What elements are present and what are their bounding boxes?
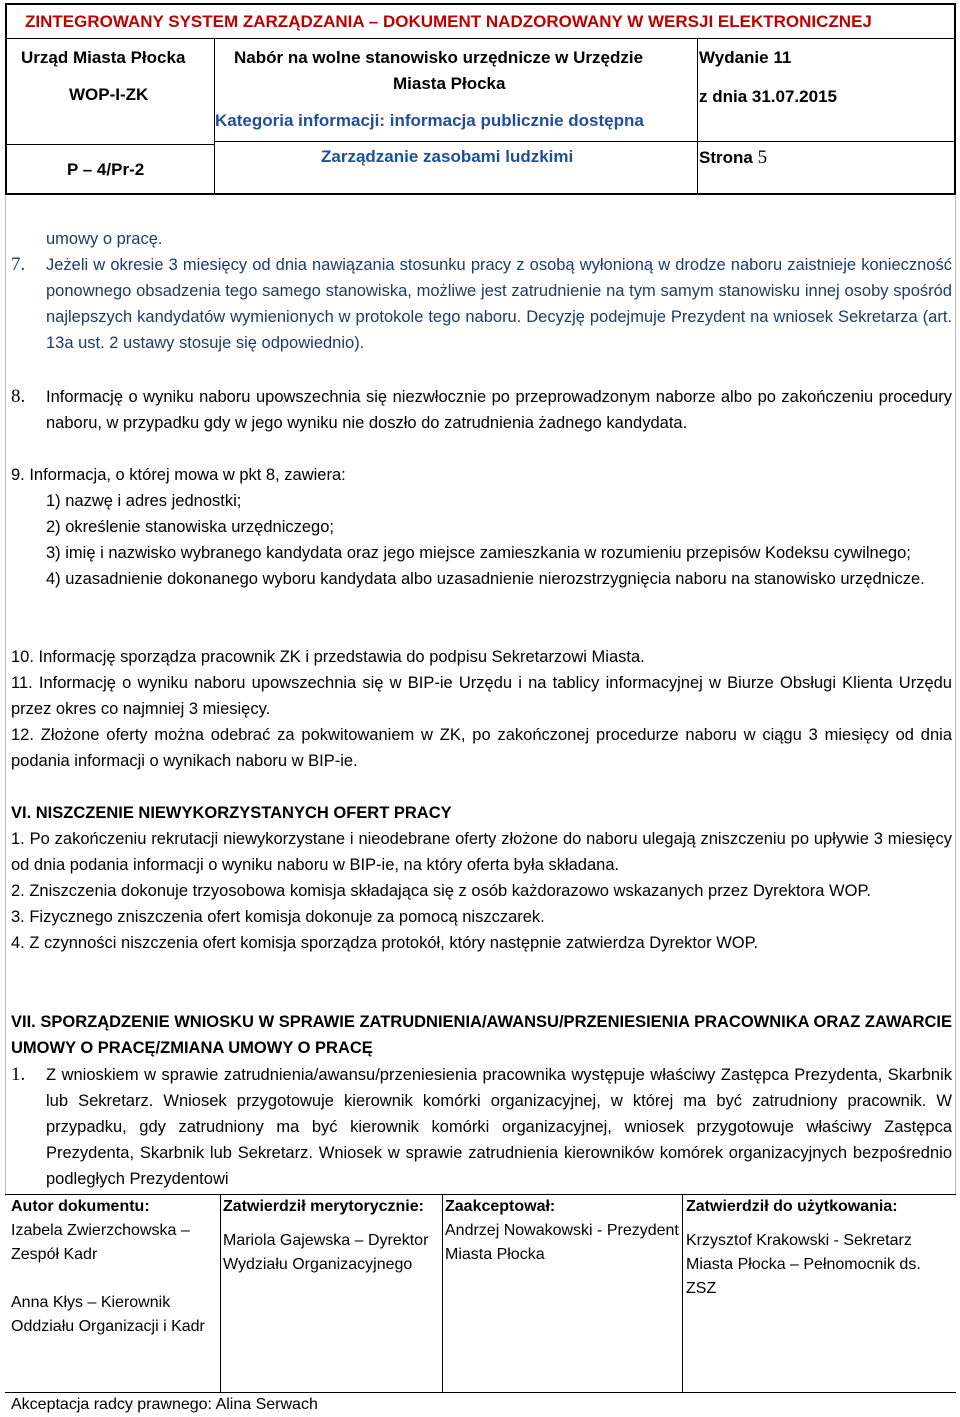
office-name: Urząd Miasta Płocka bbox=[21, 48, 186, 67]
page-indicator bbox=[699, 147, 767, 169]
header-divider bbox=[697, 39, 698, 193]
paragraph: 11. Informację o wyniku naboru upowszechnia się w BIP-ie Urzędu i na tablicy informacyjnej w Biurze Obsługi Klienta Urzędu przez okres co najmniej 3 miesięcy. bbox=[11, 674, 952, 718]
item-number: 8. bbox=[11, 386, 26, 407]
author-name: Izabela Zwierzchowska – Zespół Kadr bbox=[11, 1222, 190, 1263]
section-7 bbox=[11, 1009, 952, 1061]
accepted-label: Zaakceptował: bbox=[445, 1198, 556, 1215]
paragraph: 3. Fizycznego zniszczenia ofert komisja dokonuje za pomocą niszczarek. bbox=[11, 908, 545, 926]
author-label: Autor dokumentu: bbox=[11, 1198, 150, 1215]
list-item: 4) uzasadnienie dokonanego wyboru kandydata albo uzasadnienie nierozstrzygnięcia naboru na stanowisko urzędnicze. bbox=[46, 570, 925, 588]
item-7 bbox=[11, 252, 952, 356]
page-label: Strona bbox=[699, 148, 753, 167]
header-banner: ZINTEGROWANY SYSTEM ZARZĄDZANIA – DOKUMENT NADZOROWANY W WERSJI ELEKTRONICZNEJ bbox=[7, 5, 954, 39]
footer-divider bbox=[442, 1195, 443, 1392]
paragraph: 10. Informację sporządza pracownik ZK i przedstawia do podpisu Sekretarzowi Miasta. bbox=[11, 648, 645, 666]
header-divider bbox=[7, 144, 214, 145]
accepting-person: Andrzej Nowakowski - Prezydent Miasta Płocka bbox=[445, 1222, 679, 1263]
author-name: Anna Kłys – Kierownik Oddziału Organizacji i Kadr bbox=[11, 1294, 205, 1335]
document-title: Nabór na wolne stanowisko urzędnicze w Urzędzie bbox=[234, 48, 644, 67]
paragraph: Z wnioskiem w sprawie zatrudnienia/awansu/przeniesienia pracownika występuje właściwy Zastępca Prezydenta, Skarbnik lub Sekretarz. Wniosek przygotowuje kierownik komórki organizacyjnej, w której ma być zatrudniony pracownik. W przypadku, gdy zatrudniony ma być kierownik komórki organizacyjnej, wniosek przygotowuje właściwy Zastępca Prezydenta, Skarbnik lub Sekretarz. Wniosek w sprawie zatrudnienia kierowników komórek organizacyjnych bezpośrednio podległych Prezydentowi bbox=[46, 1066, 952, 1188]
procedure-code: P – 4/Pr-2 bbox=[67, 160, 145, 179]
section-heading: VII. SPORZĄDZENIE WNIOSKU W SPRAWIE ZATRUDNIENIA/AWANSU/PRZENIESIENIA PRACOWNIKA ORAZ ZAWARCIE UMOWY O PRACĘ/ZMIANA UMOWY O PRACĘ bbox=[11, 1013, 952, 1057]
document-header bbox=[5, 3, 956, 195]
paragraph: umowy o pracę. bbox=[46, 230, 163, 248]
use-approver: Krzysztof Krakowski - Sekretarz Miasta Płocka – Pełnomocnik ds. ZSZ bbox=[686, 1232, 921, 1297]
unit-code: WOP-I-ZK bbox=[69, 85, 149, 104]
edition-date: z dnia 31.07.2015 bbox=[699, 87, 837, 106]
paragraph: 2. Zniszczenia dokonuje trzyosobowa komisja składająca się z osób każdorazowo wskazanych przez Dyrektora WOP. bbox=[11, 882, 871, 900]
merit-approver: Mariola Gajewska – Dyrektor Wydziału Organizacyjnego bbox=[223, 1232, 429, 1273]
item-8 bbox=[11, 384, 952, 436]
paragraph: Jeżeli w okresie 3 miesięcy od dnia nawiązania stosunku pracy z osobą wyłonioną w drodze naboru zaistnieje konieczność ponownego obsadzenia tego samego stanowiska, możliwe jest zatrudnienie na tym samym stanowisku innej osoby spośród najlepszych kandydatów wymienionych w protokole tego naboru. Decyzję podejmuje Prezydent na wniosek Sekretarza (art. 13a ust. 2 ustawy stosuje się odpowiednio). bbox=[46, 256, 952, 352]
footer-divider bbox=[682, 1195, 683, 1392]
information-category: Kategoria informacji: informacja publicznie dostępna bbox=[215, 111, 644, 130]
author-column bbox=[11, 1195, 217, 1339]
list-item: 1) nazwę i adres jednostki; bbox=[46, 492, 242, 510]
use-approval-label: Zatwierdził do użytkowania: bbox=[686, 1198, 898, 1215]
items-10-12 bbox=[11, 644, 952, 774]
item-number: 1. bbox=[11, 1064, 26, 1085]
section-7-item-1 bbox=[11, 1062, 952, 1192]
list-item: 3) imię i nazwisko wybranego kandydata oraz jego miejsce zamieszkania w rozumieniu przepisów Kodeksu cywilnego; bbox=[46, 544, 911, 562]
merit-approval-column bbox=[223, 1195, 439, 1277]
footer-divider bbox=[220, 1195, 221, 1392]
paragraph: 4. Z czynności niszczenia ofert komisja sporządza protokół, który następnie zatwierdza Dyrektor WOP. bbox=[11, 934, 759, 952]
continued-line bbox=[11, 226, 952, 252]
paragraph: 12. Złożone oferty można odebrać za pokwitowaniem w ZK, po zakończonej procedurze naboru w ciągu 3 miesięcy od dnia podania informacji o wynikach naboru w BIP-ie. bbox=[11, 726, 952, 770]
paragraph: 1. Po zakończeniu rekrutacji niewykorzystane i nieodebrane oferty złożone do naboru ulegają zniszczeniu po upływie 3 miesięcy od dnia podania informacji o wyniku naboru w BIP-ie, na który oferta była składana. bbox=[11, 830, 952, 874]
section-6 bbox=[11, 800, 952, 956]
list-item: 2) określenie stanowiska urzędniczego; bbox=[46, 518, 334, 536]
accepted-column bbox=[445, 1195, 679, 1267]
legal-acceptance: Akceptacja radcy prawnego: Alina Serwach bbox=[11, 1396, 318, 1413]
header-divider bbox=[214, 141, 954, 142]
document-title-cont: Miasta Płocka bbox=[393, 74, 506, 93]
merit-label: Zatwierdził merytorycznie: bbox=[223, 1198, 424, 1215]
use-approval-column bbox=[686, 1195, 950, 1301]
paragraph: Informację o wyniku naboru upowszechnia się niezwłocznie po przeprowadzonym naborze albo po zakończeniu procedury naboru, w przypadku gdy w jego wyniku nie doszło do zatrudnienia żadnego kandydata. bbox=[46, 388, 952, 432]
item-9 bbox=[11, 462, 952, 592]
item-number: 7. bbox=[11, 254, 26, 275]
page-number: 5 bbox=[757, 147, 768, 168]
process-area: Zarządzanie zasobami ludzkimi bbox=[321, 147, 574, 166]
section-heading: VI. NISZCZENIE NIEWYKORZYSTANYCH OFERT PRACY bbox=[11, 804, 452, 822]
paragraph: 9. Informacja, o której mowa w pkt 8, zawiera: bbox=[11, 466, 346, 484]
edition: Wydanie 11 bbox=[699, 48, 792, 67]
